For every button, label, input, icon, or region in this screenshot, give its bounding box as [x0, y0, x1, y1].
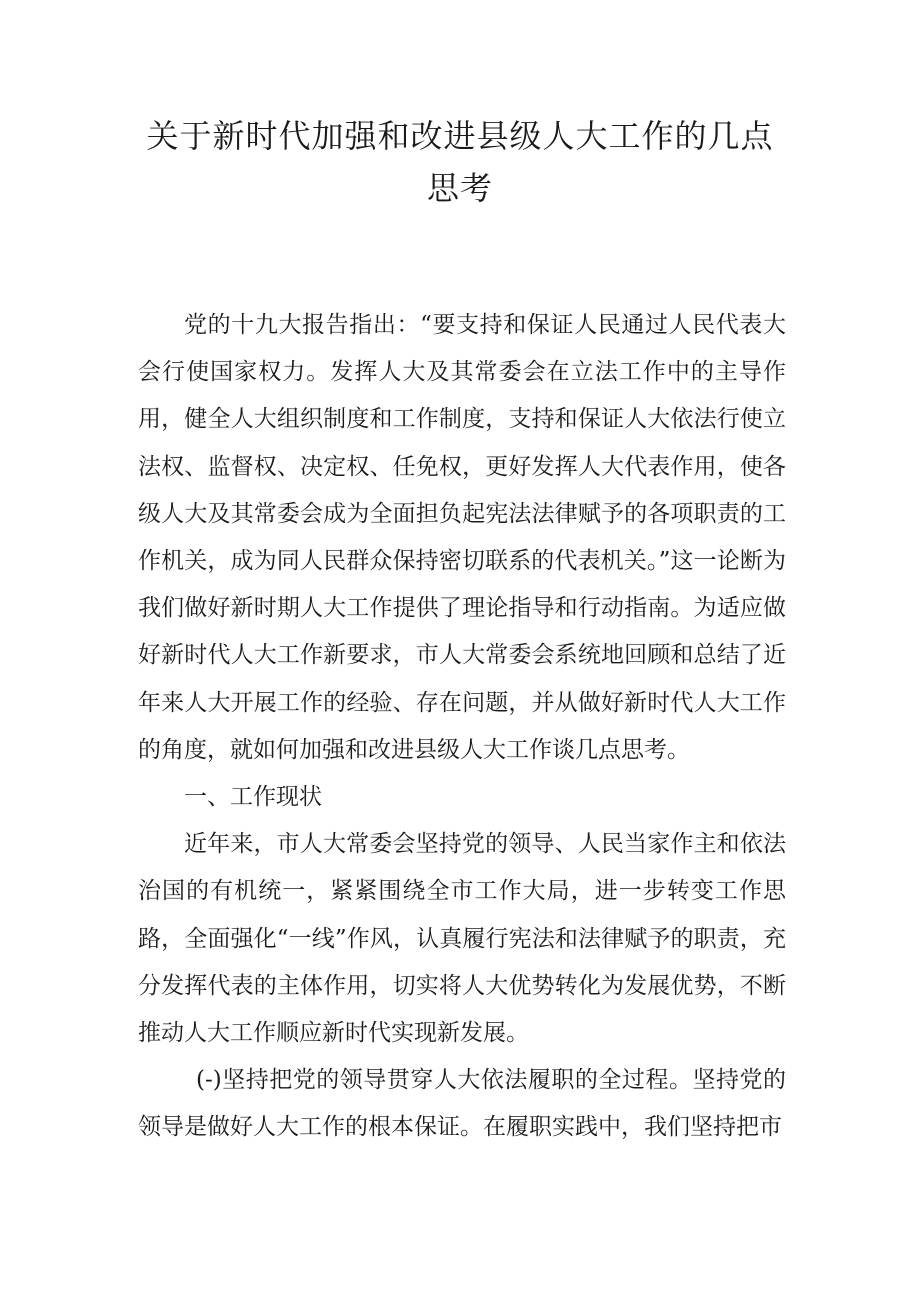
paragraph-party-leadership: (-)坚持把党的领导贯穿人大依法履职的全过程。坚持党的领导是做好人大工作的根本保证。在履职实践中，我们坚持把市 — [138, 1067, 786, 1141]
document-title: 关于新时代加强和改进县级人大工作的几点思考 — [146, 117, 774, 207]
document-body — [138, 302, 786, 1152]
paragraph-work-status: 近年来，市人大常委会坚持党的领导、人民当家作主和依法治国的有机统一，紧紧围绕全市工作大局，进一步转变工作思路，全面强化“一线”作风，认真履行宪法和法律赋予的职责，充分发挥代表的主体作用，切实将人大优势转化为发展优势，不断推动人大工作顺应新时代实现新发展。 — [138, 831, 786, 1047]
section-heading-work-status: 一、工作现状 — [184, 784, 322, 811]
paragraph-intro: 党的十九大报告指出：“要支持和保证人民通过人民代表大会行使国家权力。发挥人大及其常委会在立法工作中的主导作用，健全人大组织制度和工作制度，支持和保证人大依法行使立法权、监督权、决定权、任免权，更好发挥人大代表作用，使各级人大及其常委会成为全面担负起宪法法律赋予的各项职责的工作机关，成为同人民群众保持密切联系的代表机关。”这一论断为我们做好新时期人大工作提供了理论指导和行动指南。为适应做好新时代人大工作新要求，市人大常委会系统地回顾和总结了近年来人大开展工作的经验、存在问题，并从做好新时代人大工作的角度，就如何加强和改进县级人大工作谈几点思考。 — [138, 312, 786, 763]
